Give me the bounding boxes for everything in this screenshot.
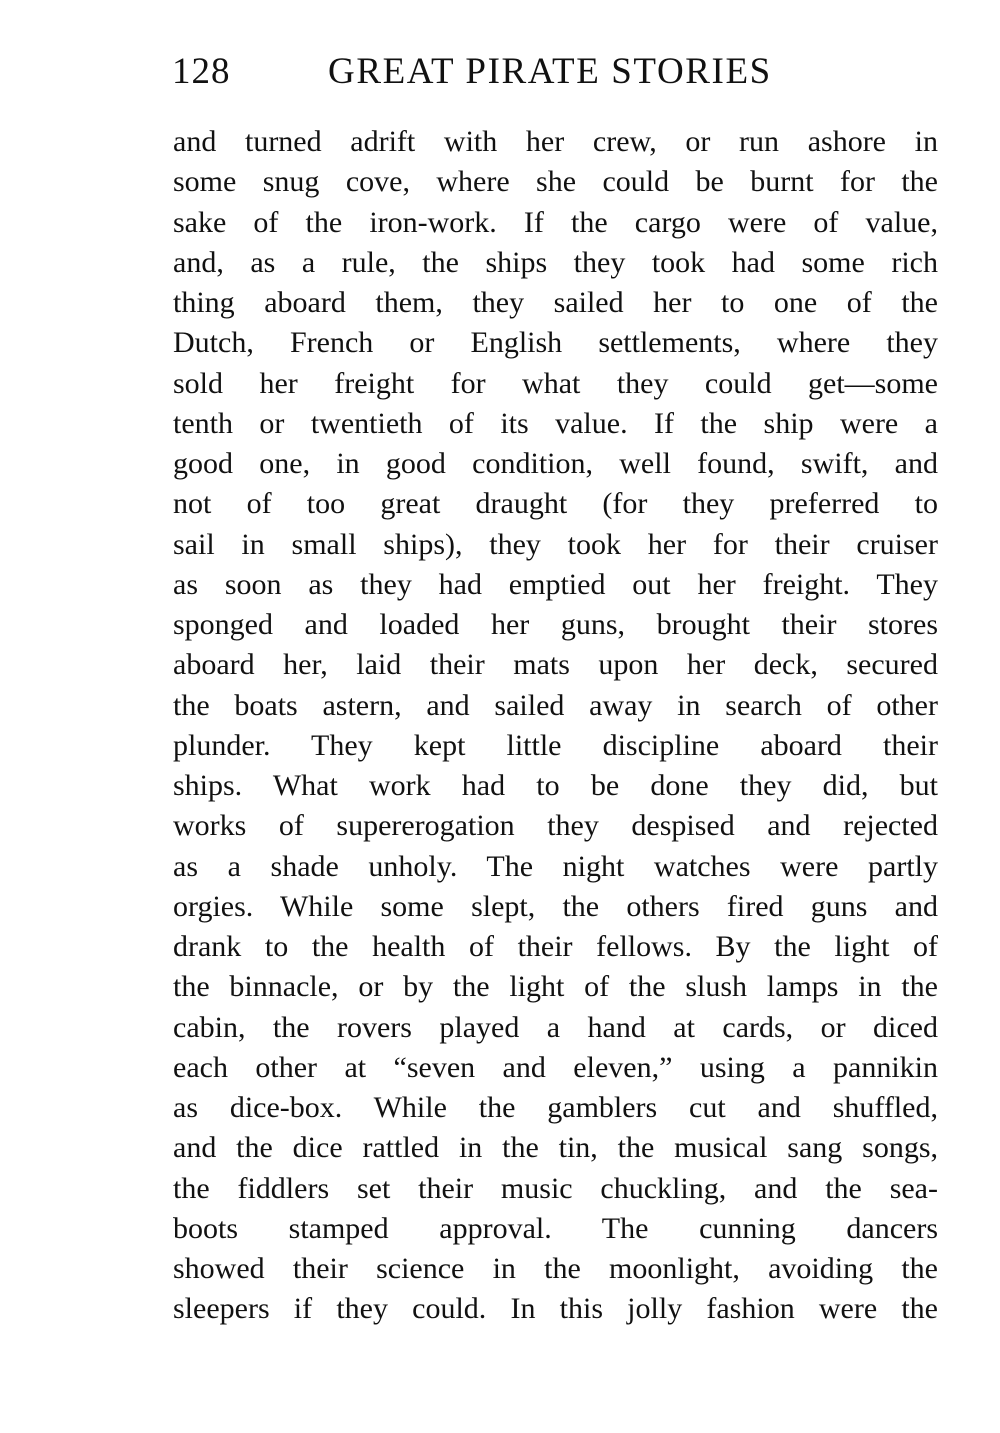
text-line: some snug cove, where she could be burnt for the	[173, 165, 938, 199]
text-line: each other at “seven and eleven,” using a pannikin	[173, 1050, 938, 1084]
text-line: and turned adrift with her crew, or run ashore in	[173, 125, 938, 158]
text-line: aboard her, laid their mats upon her deck, secured	[173, 648, 938, 682]
text-line: orgies. While some slept, the others fired guns and	[173, 889, 938, 923]
text-line: the boats astern, and sailed away in search of other	[173, 688, 938, 722]
text-line: sail in small ships), they took her for their cruiser	[173, 527, 938, 561]
text-line: works of supererogation they despised and rejected	[173, 809, 938, 843]
text-line: thing aboard them, they sailed her to one of the	[173, 286, 938, 319]
text-line: ships. What work had to be done they did, but	[173, 769, 938, 802]
text-line: sake of the iron-work. If the cargo were of value,	[173, 205, 938, 239]
text-line: the fiddlers set their music chuckling, and the sea-	[173, 1171, 938, 1205]
text-line: boots stamped approval. The cunning dancers	[173, 1211, 938, 1245]
running-title: GREAT PIRATE STORIES	[328, 51, 772, 92]
page-number: 128	[172, 51, 231, 92]
text-line: cabin, the rovers played a hand at cards, or diced	[173, 1010, 938, 1044]
text-line: as soon as they had emptied out her freight. They	[173, 567, 938, 601]
text-line: Dutch, French or English settlements, where they	[173, 326, 938, 360]
text-line: tenth or twentieth of its value. If the ship were a	[173, 406, 938, 440]
text-line: sleepers if they could. In this jolly fashion were the	[173, 1292, 938, 1326]
text-line: as a shade unholy. The night watches were partly	[173, 849, 938, 883]
text-line: and the dice rattled in the tin, the musical sang songs,	[173, 1131, 938, 1165]
text-line: plunder. They kept little discipline aboard their	[173, 728, 938, 762]
text-line: not of too great draught (for they preferred to	[173, 487, 938, 521]
text-line: and, as a rule, the ships they took had some rich	[173, 245, 938, 279]
text-line: sponged and loaded her guns, brought their stores	[173, 608, 938, 641]
text-line: drank to the health of their fellows. By the light of	[173, 930, 938, 963]
text-line: good one, in good condition, well found, swift, and	[173, 447, 938, 480]
body-text	[173, 122, 938, 1330]
text-line: sold her freight for what they could get—some	[173, 366, 938, 400]
text-line: showed their science in the moonlight, avoiding the	[173, 1252, 938, 1285]
text-line: as dice-box. While the gamblers cut and shuffled,	[173, 1091, 938, 1124]
text-line: the binnacle, or by the light of the slush lamps in the	[173, 970, 938, 1004]
